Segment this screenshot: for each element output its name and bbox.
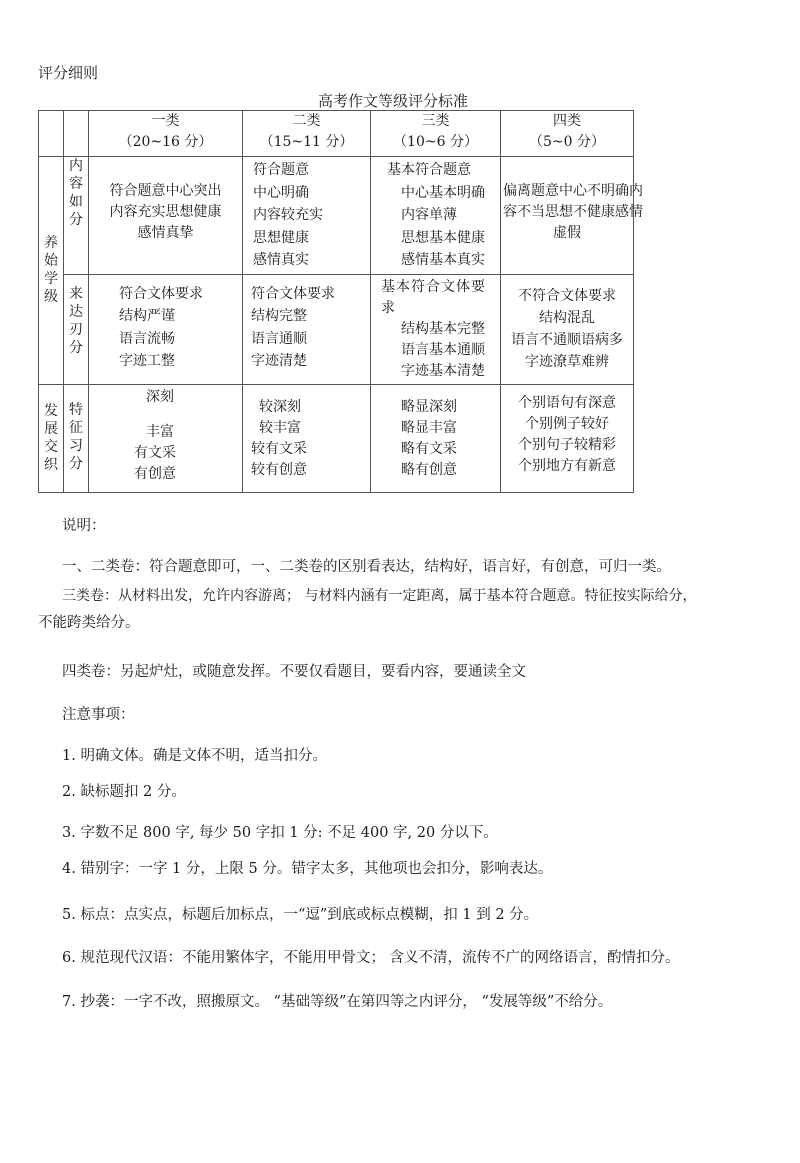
table-header-row [39, 111, 634, 157]
header-grade-4: 四类 （5~0 分） [501, 111, 634, 157]
table-row-content [39, 157, 634, 275]
group-development-label: 发展交织 [39, 384, 64, 492]
table-title: 高考作文等级评分标准 [318, 92, 469, 110]
table-row-expression [39, 274, 634, 384]
caution-item-1: 1. 明确文体。确是文体不明，适当扣分。 [62, 748, 327, 764]
content-grade-1: 符合题意中心突出 内容充实思想健康 感情真挚 [89, 157, 243, 275]
header-grade-2: 二类 （15~11 分） [243, 111, 371, 157]
notes-title: 说明： [62, 518, 106, 534]
notes-paragraph-2: 三类卷：从材料出发，允许内容游离； 与材料内涵有一定距离，属于基本符合题意。特征按实际给分， [62, 588, 697, 604]
row-label-expression: 来达刃分 [64, 274, 89, 384]
features-grade-2: 较深刻 较丰富 较有文采 较有创意 [243, 384, 371, 492]
expression-grade-1: 符合文体要求 结构严谨 语言流畅 字迹工整 [89, 274, 243, 384]
table-row-features [39, 384, 634, 492]
caution-item-4: 4. 错别字：一字 1 分，上限 5 分。错字太多，其他项也会扣分，影响表达。 [62, 861, 553, 877]
caution-item-3: 3. 字数不足 800 字, 每少 50 字扣 1 分: 不足 400 字, 20 分以下。 [62, 825, 498, 841]
notes-paragraph-3: 四类卷：另起炉灶，或随意发挥。不要仅看题目，要看内容，要通读全文 [62, 664, 526, 680]
row-label-content: 内容如分 [64, 157, 89, 275]
features-grade-4: 个别语句有深意 个别例子较好 个别句子较精彩 个别地方有新意 [501, 384, 634, 492]
group-basic-label: 养始学级 [39, 157, 64, 385]
content-grade-3: 基本符合题意 中心基本明确 内容单薄 思想基本健康 感情基本真实 [371, 157, 501, 275]
header-grade-1: 一类 （20~16 分） [89, 111, 243, 157]
features-grade-1: 深刻 丰富 有文采 有创意 [89, 384, 243, 492]
page-heading: 评分细则 [38, 64, 99, 82]
caution-item-5: 5. 标点：点实点，标题后加标点，一“逗”到底或标点模糊，扣 1 到 2 分。 [62, 907, 539, 923]
content-grade-4: 偏离题意中心不明确内 容不当思想不健康感情 虚假 [501, 157, 634, 275]
features-grade-3: 略显深刻 略显丰富 略有文采 略有创意 [371, 384, 501, 492]
grading-table [38, 110, 643, 493]
expression-grade-3: 基本符合文体要 求 结构基本完整 语言基本通顺 字迹基本清楚 [371, 274, 501, 384]
content-grade-2: 符合题意 中心明确 内容较充实 思想健康 感情真实 [243, 157, 371, 275]
row-label-features: 特征习分 [64, 384, 89, 492]
notes-paragraph-2-cont: 不能跨类给分。 [38, 615, 140, 631]
expression-grade-4: 不符合文体要求 结构混乱 语言不通顺语病多 字迹潦草难辨 [501, 274, 634, 384]
caution-item-2: 2. 缺标题扣 2 分。 [62, 784, 186, 800]
notes-paragraph-1: 一、二类卷：符合题意即可，一、二类卷的区别看表达，结构好，语言好，有创意，可归一类。 [62, 559, 671, 575]
expression-grade-2: 符合文体要求 结构完整 语言通顺 字迹清楚 [243, 274, 371, 384]
caution-item-7: 7. 抄袭：一字不改，照搬原文。 “基础等级”在第四等之内评分， “发展等级”不给分。 [62, 994, 613, 1010]
header-grade-3: 三类 （10~6 分） [371, 111, 501, 157]
cautions-title: 注意事项： [62, 707, 135, 723]
caution-item-6: 6. 规范现代汉语：不能用繁体字，不能用甲骨文； 含义不清，流传不广的网络语言，酌情扣分。 [62, 950, 680, 966]
